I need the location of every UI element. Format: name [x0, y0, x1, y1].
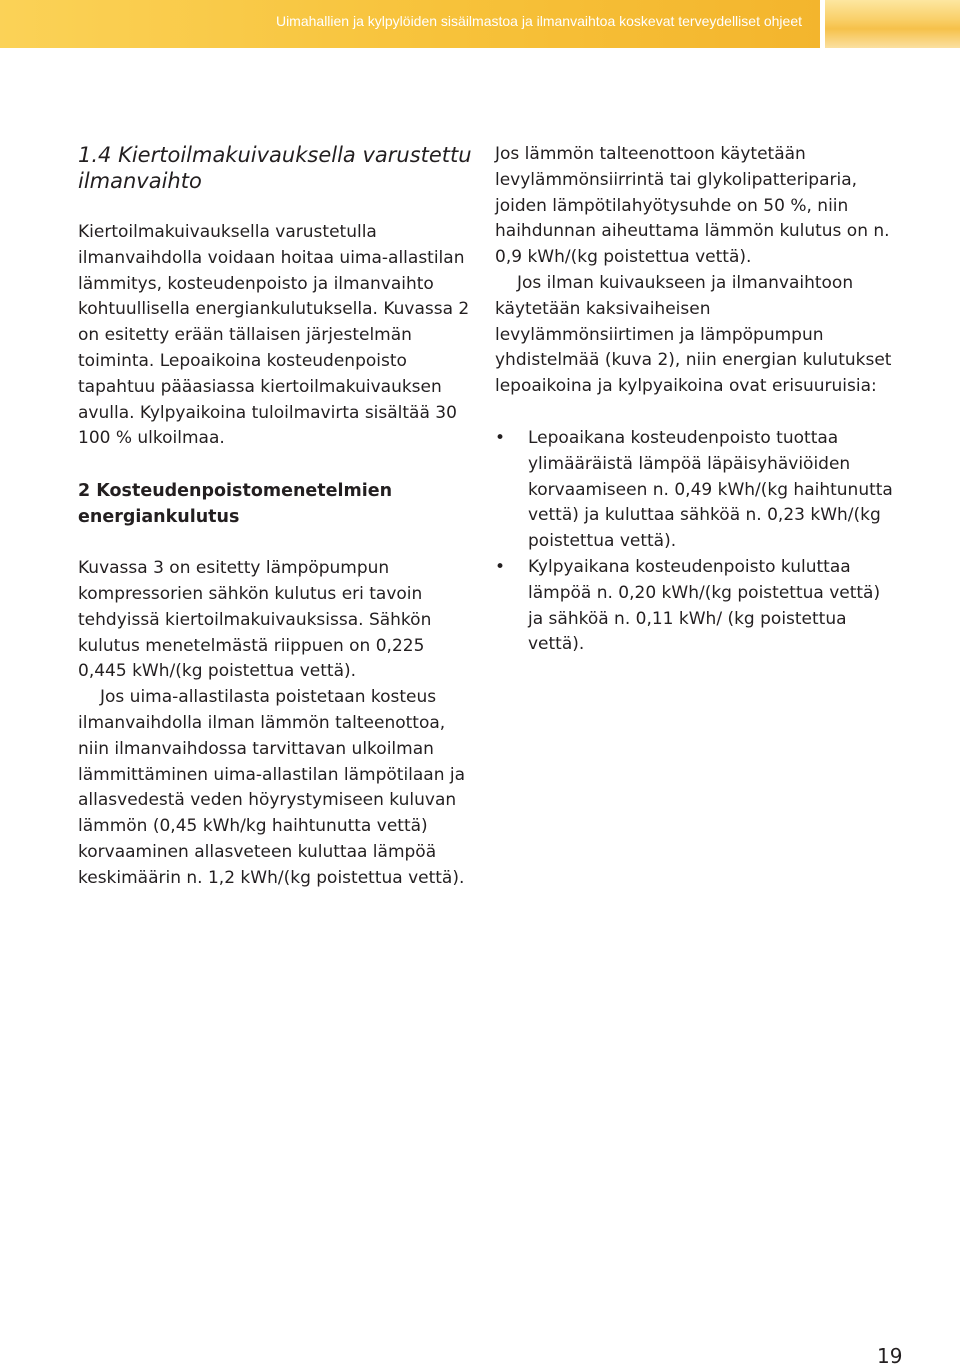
bullet-item: • Lepoaikana kosteudenpoisto tuottaa ylimääräistä lämpöä läpäisyhäviöiden korvaamiseen n. 0,49 kWh/(kg haihtunutta vettä) ja kuluttaa sähköä n. 0,23 kWh/(kg poistettua vettä).	[495, 426, 895, 555]
bullet-list	[495, 426, 895, 658]
running-header-title: Uimahallien ja kylpylöiden sisäilmastoa ja ilmanvaihtoa koskevat terveydelliset ohjeet	[275, 13, 802, 29]
section-paragraph: Kiertoilmakuivauksella varustetulla ilmanvaihdolla voidaan hoitaa uima-allastilan lämmitys, kosteudenpoisto ja ilmanvaihto kohtuullisella energiankulutuksella. Kuvassa 2 on esitetty erään tällaisen järjestelmän toiminta. Lepoaikoina kosteudenpoisto tapahtuu pääasiassa kiertoilmakuivauksen avulla. Kylpyaikoina tuloilmavirta sisältää 30 100 % ulkoilmaa.	[78, 222, 470, 449]
right-column	[495, 142, 895, 658]
right-paragraph-1: Jos lämmön talteenottoon käytetään levylämmönsiirrintä tai glykolipatteriparia, joiden lämpötilahyötysuhde on 50 %, niin haihdunnan aiheuttama lämmön kulutus on n. 0,9 kWh/(kg poistettua vettä).	[495, 144, 890, 268]
header-decoration	[825, 0, 960, 48]
chapter-paragraph-1: Kuvassa 3 on esitetty lämpöpumpun kompressorien sähkön kulutus eri tavoin tehdyissä kiertoilmakuivauksissa. Sähkön kulutus menetelmästä riippuen on 0,225 0,445 kWh/(kg poistettua vettä).	[78, 558, 432, 682]
bullet-item: • Kylpyaikana kosteudenpoisto kuluttaa lämpöä n. 0,20 kWh/(kg poistettua vettä) ja sähköä n. 0,11 kWh/ (kg poistettua vettä).	[495, 555, 895, 658]
left-column	[78, 142, 478, 892]
page-number: 19	[877, 1344, 903, 1368]
chapter-heading: 2 Kosteudenpoistomenetelmien energiankulutus	[78, 481, 393, 528]
right-paragraph-2: Jos ilman kuivaukseen ja ilmanvaihtoon käytetään kaksivaiheisen levylämmönsiirtimen ja lämpöpumpun yhdistelmää (kuva 2), niin energian kulutukset lepoaikoina ja kylpyaikoina ovat erisuuruisia:	[495, 272, 892, 397]
header-band	[0, 0, 820, 48]
section-heading: 1.4 Kiertoilmakuivauksella varustettu ilmanvaihto	[78, 143, 472, 193]
chapter-paragraph-2: Jos uima-allastilasta poistetaan kosteus ilmanvaihdolla ilman lämmön talteenottoa, niin ilmanvaihdossa tarvittavan ulkoilman lämmittäminen uima-allastilan lämpötilaan ja allasvedestä veden höyrystymiseen kuluvan lämmön (0,45 kWh/kg haihtunutta vettä) korvaaminen allasveteen kuluttaa lämpöä keskimäärin n. 1,2 kWh/(kg poistettua vettä).	[78, 687, 466, 888]
